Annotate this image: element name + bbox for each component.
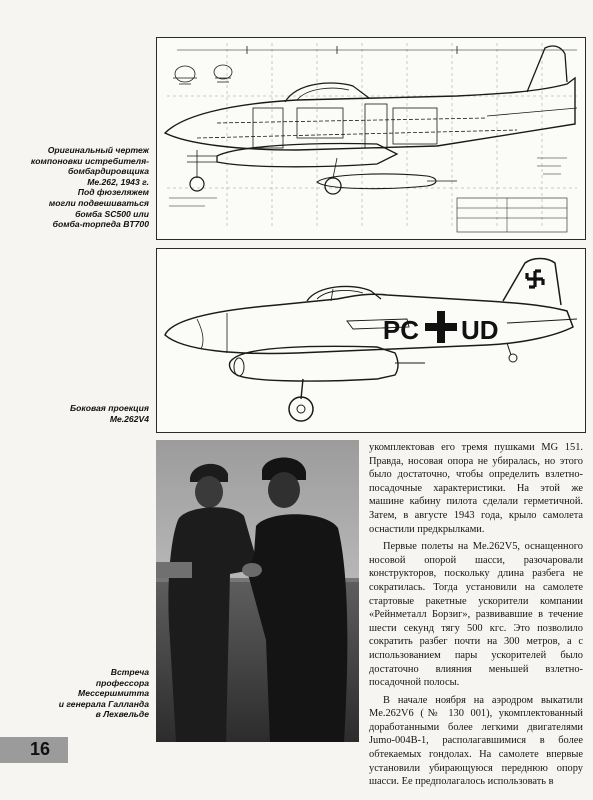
meeting-photograph xyxy=(156,440,359,742)
article-paragraph: укомплектовав его тремя пушками MG 151. Правда, носовая опора не убиралась, но этого было достаточно, чтобы определить взлетно-посадочные характеристики. На этой же машине кабину пилота сделали герметичной. Затем, в августе 1943 года, крыло самолета оснастили предкрылками. xyxy=(369,442,583,535)
caption-line: Встреча xyxy=(110,667,149,677)
caption-line: Me.262V4 xyxy=(109,413,149,424)
caption-line: бомба SC500 или xyxy=(75,208,149,219)
fuselage-code-left: PC xyxy=(382,315,419,345)
caption-line: профессора xyxy=(95,677,149,688)
caption-line: бомбардировщика xyxy=(67,166,149,177)
caption-line: компоновки истребителя- xyxy=(30,155,149,166)
handshake-photo xyxy=(156,440,359,742)
article-column xyxy=(369,441,583,793)
side-projection-caption xyxy=(9,403,149,424)
photo-caption xyxy=(9,667,149,720)
layout-drawing-caption xyxy=(9,145,149,230)
layout-drawing-figure xyxy=(156,37,586,240)
tail-insignia-icon xyxy=(527,271,543,287)
article-paragraph: В начале ноября на аэродром выкатили Me.262V6 (№ 130 001), укомплектованный доработанными более легкими двигателями Jumo-004B-1, располагавшимися в более обтекаемых гондолах. На самолете впервые установили убирающуюся переднюю опору шасси. Ее предполагалось использовать в xyxy=(369,694,583,788)
article-paragraph: Первые полеты на Me.262V5, оснащенного носовой опорой шасси, разочаровали конструкторов, поскольку длина разбега не сократилась. Тогда установили на самолете стартовые ракетные ускорители компании «Рейнметалл Борзиг», развивавшие в течение шести секунд тягу 500 кгс. Это позволило сократить разбег почти на 300 метров, а с использованием пары ускорителей было достаточно влияния меньшей взлетно-посадочной полосы. xyxy=(369,541,583,689)
me262v4-side-projection xyxy=(157,249,585,432)
fighter-bomber-layout-drawing xyxy=(157,38,585,239)
caption-line: Боковая проекция xyxy=(70,403,149,413)
side-projection-figure xyxy=(156,248,586,433)
caption-line: бомба-торпеда BT700 xyxy=(52,219,149,230)
caption-line: Me.262, 1943 г. xyxy=(87,176,149,187)
caption-line: Мессершмитта xyxy=(78,688,149,699)
balkenkreuz-icon xyxy=(424,310,457,343)
caption-line: в Лехвельде xyxy=(95,709,149,720)
fuselage-code-right: UD xyxy=(461,315,499,345)
caption-line: и генерала Галланда xyxy=(58,698,149,709)
caption-line: Оригинальный чертеж xyxy=(47,145,149,155)
page-number: 16 xyxy=(30,739,51,759)
caption-line: могли подвешиваться xyxy=(48,197,149,208)
caption-line: Под фюзеляжем xyxy=(77,187,149,198)
